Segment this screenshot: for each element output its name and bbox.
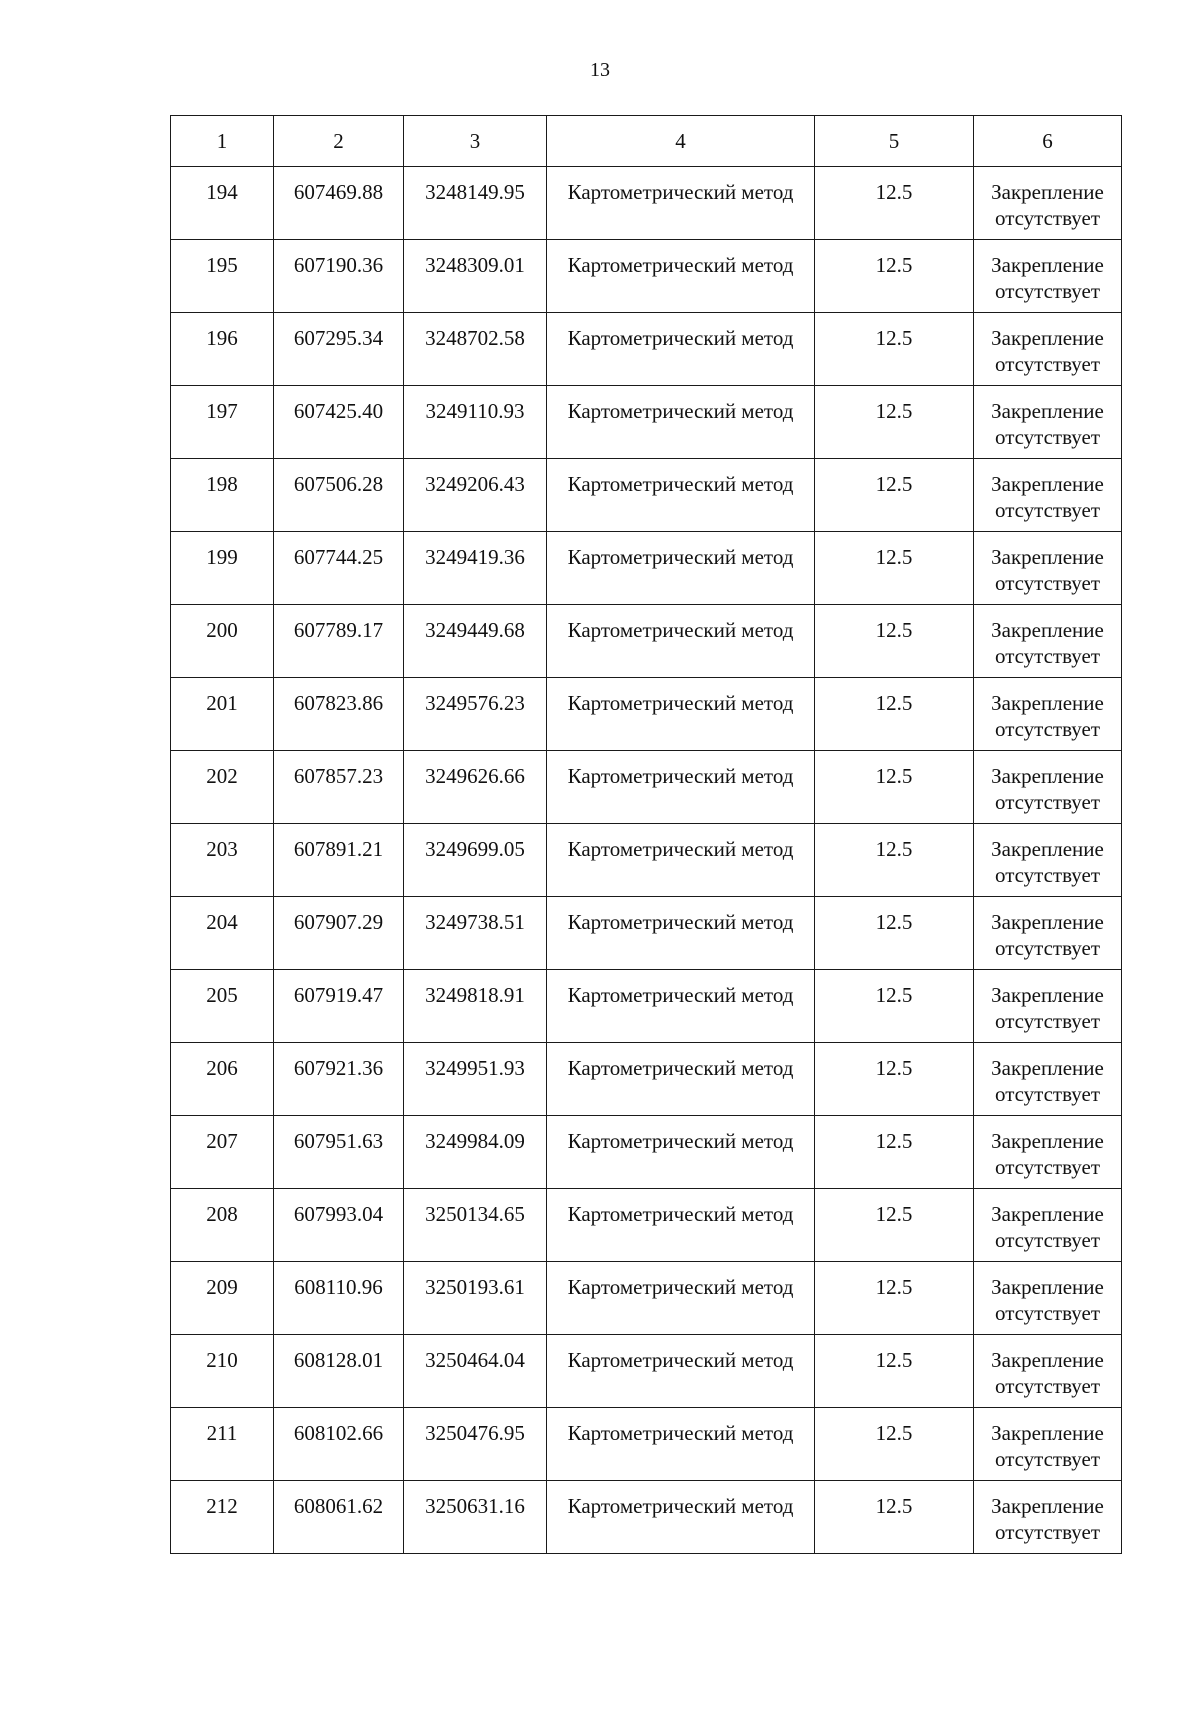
fixation-cell: Закрепление отсутствует	[974, 1481, 1122, 1554]
point-number-cell: 209	[171, 1262, 274, 1335]
point-number-cell: 200	[171, 605, 274, 678]
point-number-cell: 212	[171, 1481, 274, 1554]
x-coordinate-cell: 608061.62	[274, 1481, 404, 1554]
accuracy-cell: 12.5	[815, 1481, 974, 1554]
method-cell: Картометрический метод	[547, 459, 815, 532]
table-row	[171, 1189, 1122, 1262]
coordinates-table	[170, 115, 1122, 1554]
method-cell: Картометрический метод	[547, 1262, 815, 1335]
table-row	[171, 1335, 1122, 1408]
point-number-cell: 195	[171, 240, 274, 313]
column-header-4: 4	[547, 116, 815, 167]
method-cell: Картометрический метод	[547, 678, 815, 751]
table-row	[171, 970, 1122, 1043]
point-number-cell: 196	[171, 313, 274, 386]
x-coordinate-cell: 607921.36	[274, 1043, 404, 1116]
y-coordinate-cell: 3249576.23	[404, 678, 547, 751]
y-coordinate-cell: 3250476.95	[404, 1408, 547, 1481]
method-cell: Картометрический метод	[547, 1043, 815, 1116]
point-number-cell: 207	[171, 1116, 274, 1189]
accuracy-cell: 12.5	[815, 1262, 974, 1335]
point-number-cell: 203	[171, 824, 274, 897]
table-row	[171, 751, 1122, 824]
point-number-cell: 202	[171, 751, 274, 824]
x-coordinate-cell: 608128.01	[274, 1335, 404, 1408]
fixation-cell: Закрепление отсутствует	[974, 605, 1122, 678]
method-cell: Картометрический метод	[547, 1189, 815, 1262]
method-cell: Картометрический метод	[547, 1116, 815, 1189]
accuracy-cell: 12.5	[815, 167, 974, 240]
x-coordinate-cell: 607744.25	[274, 532, 404, 605]
table-row	[171, 1116, 1122, 1189]
table-row	[171, 386, 1122, 459]
fixation-cell: Закрепление отсутствует	[974, 386, 1122, 459]
point-number-cell: 199	[171, 532, 274, 605]
table-row	[171, 1262, 1122, 1335]
table-row	[171, 1408, 1122, 1481]
fixation-cell: Закрепление отсутствует	[974, 1189, 1122, 1262]
header-row	[171, 116, 1122, 167]
column-header-1: 1	[171, 116, 274, 167]
column-header-3: 3	[404, 116, 547, 167]
method-cell: Картометрический метод	[547, 824, 815, 897]
x-coordinate-cell: 608110.96	[274, 1262, 404, 1335]
method-cell: Картометрический метод	[547, 532, 815, 605]
point-number-cell: 205	[171, 970, 274, 1043]
accuracy-cell: 12.5	[815, 897, 974, 970]
method-cell: Картометрический метод	[547, 1408, 815, 1481]
table-row	[171, 313, 1122, 386]
accuracy-cell: 12.5	[815, 605, 974, 678]
fixation-cell: Закрепление отсутствует	[974, 313, 1122, 386]
y-coordinate-cell: 3249699.05	[404, 824, 547, 897]
fixation-cell: Закрепление отсутствует	[974, 240, 1122, 313]
table-row	[171, 459, 1122, 532]
fixation-cell: Закрепление отсутствует	[974, 1335, 1122, 1408]
method-cell: Картометрический метод	[547, 605, 815, 678]
x-coordinate-cell: 607993.04	[274, 1189, 404, 1262]
fixation-cell: Закрепление отсутствует	[974, 459, 1122, 532]
y-coordinate-cell: 3249449.68	[404, 605, 547, 678]
fixation-cell: Закрепление отсутствует	[974, 897, 1122, 970]
accuracy-cell: 12.5	[815, 1189, 974, 1262]
table-body	[171, 167, 1122, 1554]
accuracy-cell: 12.5	[815, 532, 974, 605]
table-row	[171, 532, 1122, 605]
accuracy-cell: 12.5	[815, 386, 974, 459]
x-coordinate-cell: 607469.88	[274, 167, 404, 240]
point-number-cell: 211	[171, 1408, 274, 1481]
accuracy-cell: 12.5	[815, 678, 974, 751]
y-coordinate-cell: 3249738.51	[404, 897, 547, 970]
column-header-5: 5	[815, 116, 974, 167]
method-cell: Картометрический метод	[547, 1335, 815, 1408]
x-coordinate-cell: 607951.63	[274, 1116, 404, 1189]
accuracy-cell: 12.5	[815, 313, 974, 386]
y-coordinate-cell: 3249626.66	[404, 751, 547, 824]
method-cell: Картометрический метод	[547, 167, 815, 240]
accuracy-cell: 12.5	[815, 240, 974, 313]
y-coordinate-cell: 3249206.43	[404, 459, 547, 532]
table-row	[171, 678, 1122, 751]
x-coordinate-cell: 607919.47	[274, 970, 404, 1043]
point-number-cell: 204	[171, 897, 274, 970]
fixation-cell: Закрепление отсутствует	[974, 167, 1122, 240]
table-header	[171, 116, 1122, 167]
x-coordinate-cell: 607190.36	[274, 240, 404, 313]
fixation-cell: Закрепление отсутствует	[974, 824, 1122, 897]
column-header-6: 6	[974, 116, 1122, 167]
method-cell: Картометрический метод	[547, 970, 815, 1043]
y-coordinate-cell: 3250193.61	[404, 1262, 547, 1335]
y-coordinate-cell: 3249110.93	[404, 386, 547, 459]
point-number-cell: 194	[171, 167, 274, 240]
point-number-cell: 206	[171, 1043, 274, 1116]
table-row	[171, 1043, 1122, 1116]
method-cell: Картометрический метод	[547, 313, 815, 386]
table-row	[171, 240, 1122, 313]
page-number: 13	[590, 59, 610, 81]
point-number-cell: 210	[171, 1335, 274, 1408]
x-coordinate-cell: 607789.17	[274, 605, 404, 678]
x-coordinate-cell: 607295.34	[274, 313, 404, 386]
accuracy-cell: 12.5	[815, 751, 974, 824]
y-coordinate-cell: 3249419.36	[404, 532, 547, 605]
table-row	[171, 167, 1122, 240]
accuracy-cell: 12.5	[815, 970, 974, 1043]
y-coordinate-cell: 3249984.09	[404, 1116, 547, 1189]
column-header-2: 2	[274, 116, 404, 167]
fixation-cell: Закрепление отсутствует	[974, 1043, 1122, 1116]
table-row	[171, 897, 1122, 970]
y-coordinate-cell: 3250631.16	[404, 1481, 547, 1554]
x-coordinate-cell: 607506.28	[274, 459, 404, 532]
method-cell: Картометрический метод	[547, 386, 815, 459]
x-coordinate-cell: 607857.23	[274, 751, 404, 824]
fixation-cell: Закрепление отсутствует	[974, 678, 1122, 751]
point-number-cell: 201	[171, 678, 274, 751]
accuracy-cell: 12.5	[815, 1408, 974, 1481]
x-coordinate-cell: 607823.86	[274, 678, 404, 751]
y-coordinate-cell: 3248702.58	[404, 313, 547, 386]
fixation-cell: Закрепление отсутствует	[974, 1262, 1122, 1335]
point-number-cell: 198	[171, 459, 274, 532]
y-coordinate-cell: 3248149.95	[404, 167, 547, 240]
y-coordinate-cell: 3249951.93	[404, 1043, 547, 1116]
fixation-cell: Закрепление отсутствует	[974, 532, 1122, 605]
x-coordinate-cell: 607907.29	[274, 897, 404, 970]
x-coordinate-cell: 608102.66	[274, 1408, 404, 1481]
y-coordinate-cell: 3248309.01	[404, 240, 547, 313]
method-cell: Картометрический метод	[547, 1481, 815, 1554]
x-coordinate-cell: 607891.21	[274, 824, 404, 897]
y-coordinate-cell: 3250464.04	[404, 1335, 547, 1408]
point-number-cell: 197	[171, 386, 274, 459]
accuracy-cell: 12.5	[815, 1335, 974, 1408]
x-coordinate-cell: 607425.40	[274, 386, 404, 459]
accuracy-cell: 12.5	[815, 1116, 974, 1189]
table-row	[171, 1481, 1122, 1554]
y-coordinate-cell: 3249818.91	[404, 970, 547, 1043]
accuracy-cell: 12.5	[815, 459, 974, 532]
method-cell: Картометрический метод	[547, 897, 815, 970]
accuracy-cell: 12.5	[815, 1043, 974, 1116]
table-row	[171, 605, 1122, 678]
fixation-cell: Закрепление отсутствует	[974, 751, 1122, 824]
fixation-cell: Закрепление отсутствует	[974, 970, 1122, 1043]
point-number-cell: 208	[171, 1189, 274, 1262]
accuracy-cell: 12.5	[815, 824, 974, 897]
fixation-cell: Закрепление отсутствует	[974, 1116, 1122, 1189]
table-row	[171, 824, 1122, 897]
fixation-cell: Закрепление отсутствует	[974, 1408, 1122, 1481]
method-cell: Картометрический метод	[547, 751, 815, 824]
y-coordinate-cell: 3250134.65	[404, 1189, 547, 1262]
method-cell: Картометрический метод	[547, 240, 815, 313]
